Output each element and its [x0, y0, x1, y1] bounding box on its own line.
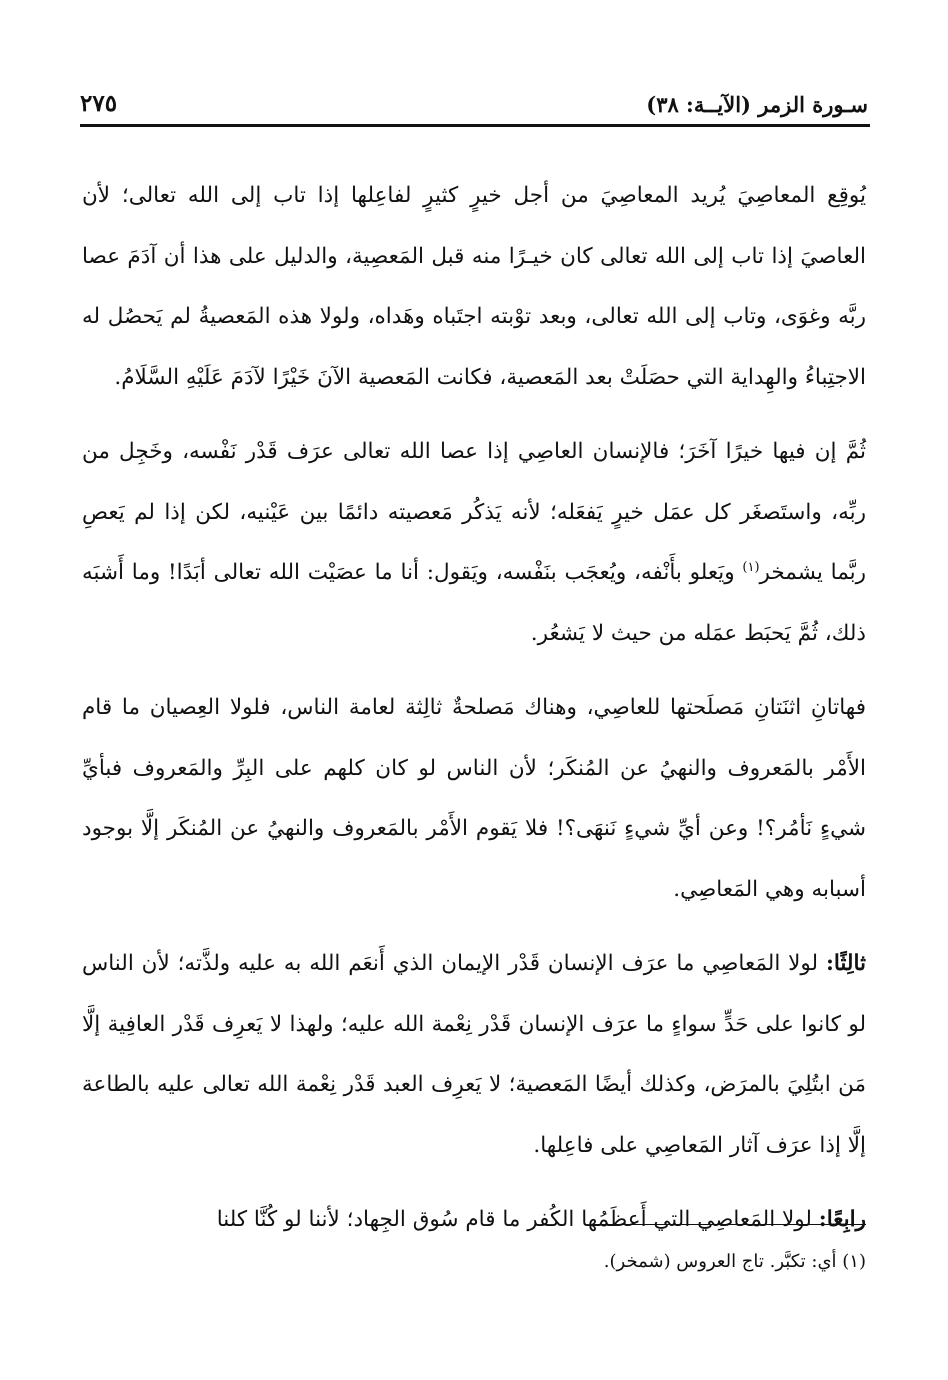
footnote-number: (١)	[842, 1251, 866, 1272]
paragraph-lead: ثالِثًا:	[825, 951, 866, 976]
paragraph-text: لولا المَعاصِي ما عرَف الإنسان قَدْر الإيمان الذي أَنعَم الله به عليه ولذَّته؛ لأن الناس لو كانوا على حَدٍّ سواءٍ ما عرَف الإنسان قَدْر نِعْمة الله عليه؛ ولهذا لا يَعرِف قَدْر العافِية إلَّا مَن ابتُلِيَ بالمرَض، وكذلك أيضًا المَعصية؛ لا يَعرِف العبد قَدْر نِعْمة الله تعالى عليه بالطاعة إلَّا إذا عرَف آثار المَعاصِي على فاعِلها.	[82, 951, 866, 1158]
footnote-text: أي: تكبَّر. تاج العروس (شمخر).	[603, 1251, 843, 1272]
page-number: ٢٧٥	[80, 90, 118, 117]
paragraph-1	[82, 166, 866, 408]
main-text	[82, 166, 866, 1265]
paragraph-text: فهاتانِ اثنَتانِ مَصلَحتها للعاصِي، وهناك مَصلحةٌ ثالِثة لعامة الناس، فلولا العِصيان ما قام الأَمْر بالمَعروف والنهيُ عن المُنكَر؛ لأن الناس لو كان كلهم على البِرِّ والمَعروف فبأيِّ شيءٍ نَأمُر؟! وعن أيِّ شيءٍ نَنهَى؟! فلا يَقوم الأَمْر بالمَعروف والنهيُ عن المُنكَر إلَّا بوجود أسبابه وهي المَعاصِي.	[82, 695, 866, 902]
paragraph-text: ويَعلو بأَنْفه، ويُعجَب بنَفْسه، ويَقول: أنا ما عصَيْت الله تعالى أبَدًا! وما أَشبَه ذلك، ثُمَّ يَحبَط عمَله من حيث لا يَشعُر.	[82, 560, 866, 646]
footnote-divider	[594, 1224, 866, 1225]
paragraph-text: ثُمَّ إن فيها خيرًا آخَرَ؛ فالإنسان العاصِي إذا عصا الله تعالى عرَف قَدْر نَفْسه، وخَجِل من ربِّه، واستَصغَر كل عمَل خيرٍ يَفعَله؛ لأنه يَذكُر مَعصيته دائمًا بين عَيْنيه، لكن إذا لم يَعصِ ربَّما يشمخر	[82, 439, 866, 585]
page-header	[80, 86, 868, 126]
paragraph-lead: رابِعًا:	[818, 1207, 866, 1232]
paragraph-4	[82, 934, 866, 1176]
header-divider	[80, 124, 870, 127]
paragraph-3	[82, 678, 866, 920]
paragraph-text: يُوقِع المعاصِيَ يُريد المعاصِيَ من أجل خيرٍ كثيرٍ لفاعِلها إذا تاب إلى الله تعالى؛ لأن العاصيَ إذا تاب إلى الله تعالى كان خيـرًا منه قبل المَعصِية، والدليل على هذا أن آدَمَ عصا ربَّه وغوَى، وتاب إلى الله تعالى، وبعد توْبته اجتَباه وهَداه، ولولا هذه المَعصيةُ لم يَحصُل له الاجتِباءُ والهِداية التي حصَلَتْ بعد المَعصية، فكانت المَعصية الآنَ خَيْرًا لآدَمَ عَلَيْهِ السَّلَامُ.	[82, 183, 866, 390]
paragraph-text: لولا المَعاصِي التي أَعظَمُها الكُفر ما قام سُوق الجِهاد؛ لأننا لو كُنَّا كلنا	[216, 1207, 819, 1232]
footnote-marker[interactable]: (١)	[742, 559, 760, 575]
running-title: سـورة الزمر (الآيــة: ٣٨)	[646, 92, 868, 117]
paragraph-2	[82, 422, 866, 664]
footnote	[82, 1248, 866, 1276]
paragraph-5	[82, 1190, 866, 1251]
